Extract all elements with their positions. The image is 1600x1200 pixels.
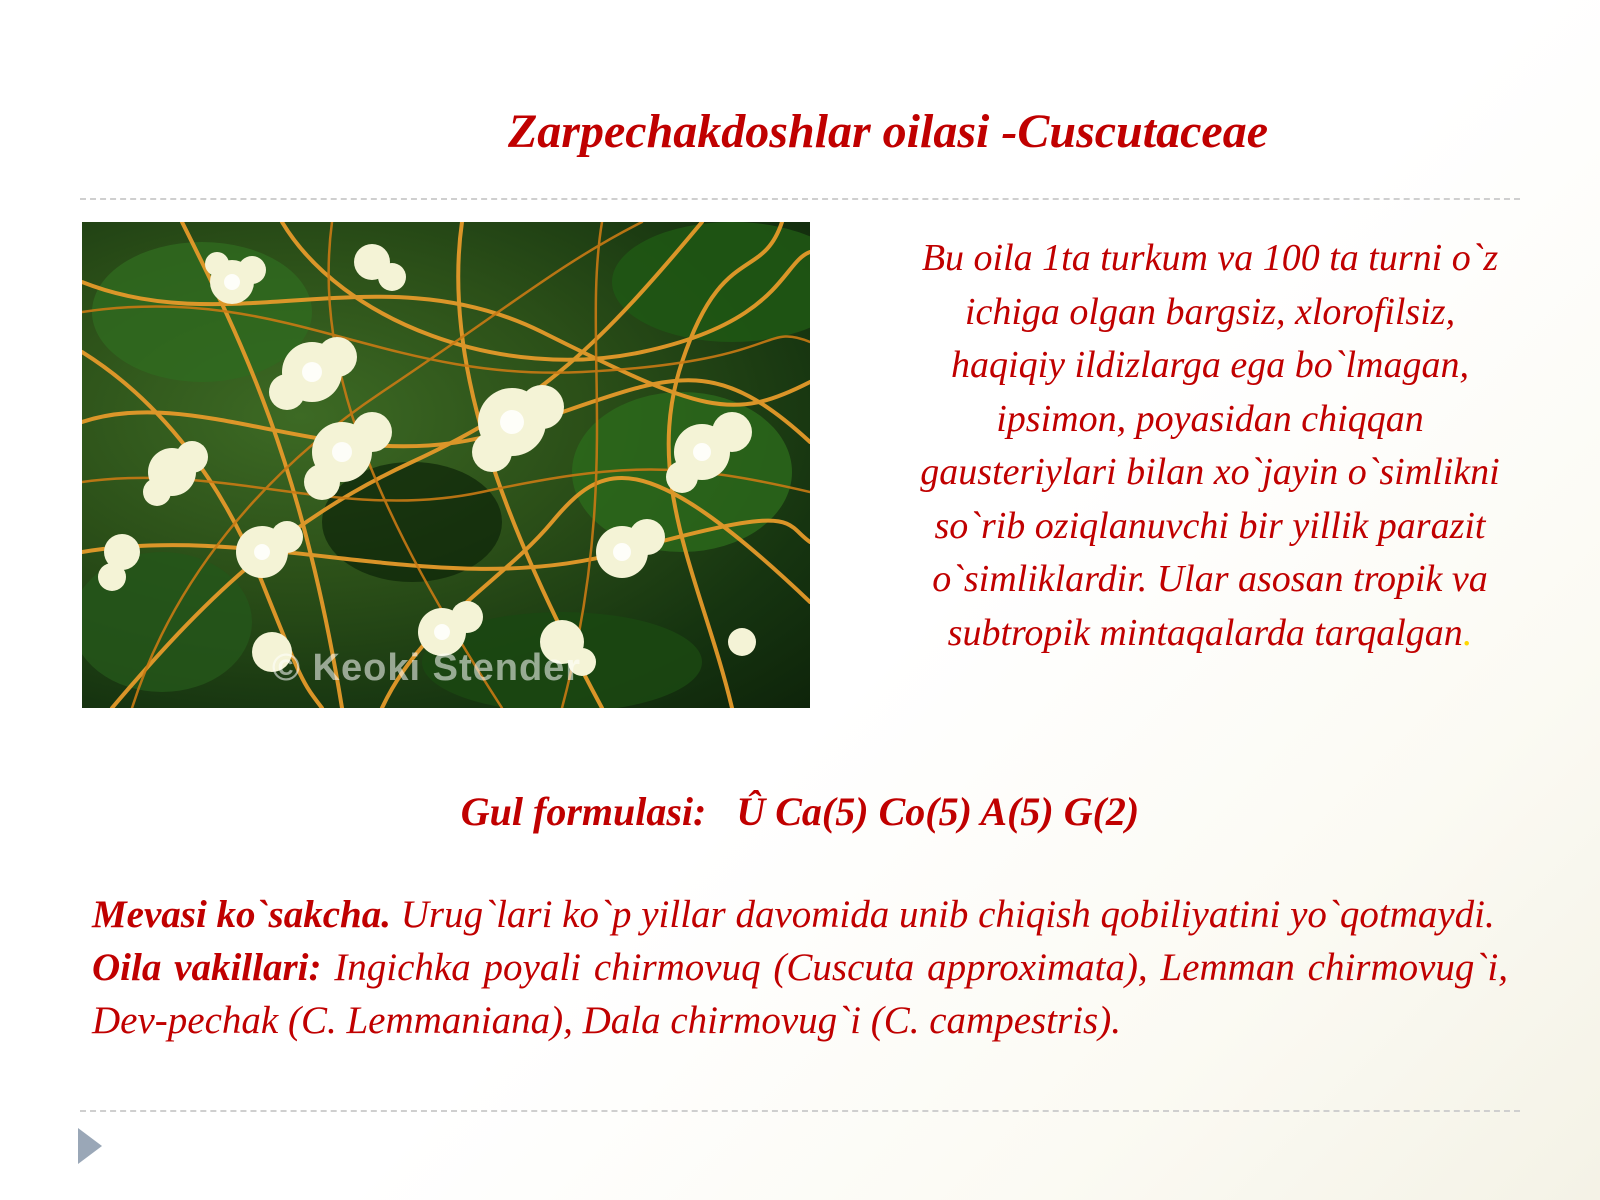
dodder-plant-photo: [82, 222, 810, 708]
members-text: Ingichka poyali chirmovuq (Cuscuta approximata), Lemman chirmovug`i, Dev-pechak (C. Lemmaniana), Dala chirmovug`i (C. campestris).: [92, 946, 1508, 1042]
description-line: Bu oila 1ta turkum va 100 ta turni o`z: [921, 237, 1499, 279]
fruit-text: Urug`lari ko`p yillar davomida unib chiqish qobiliyatini yo`qotmaydi.: [390, 893, 1495, 936]
description-line: subtropik mintaqalarda tarqalgan: [947, 611, 1463, 654]
slide-title: Zarpechakdoshlar oilasi -Cuscutaceae: [507, 105, 1268, 158]
top-divider: [80, 198, 1520, 200]
members-lead: Oila vakillari:: [92, 946, 322, 989]
fruit-and-members-text: [92, 888, 1508, 1047]
description-line: ichiga olgan bargsiz, xlorofilsiz,: [964, 290, 1456, 333]
formula-value: Û Ca(5) Co(5) A(5) G(2): [736, 789, 1140, 834]
family-description: [860, 232, 1560, 660]
description-line: gausteriylari bilan xo`jayin o`simlikni: [920, 451, 1500, 493]
formula-label: Gul formulasi:: [460, 789, 707, 834]
flower-formula: [0, 788, 1600, 835]
photo-illustration: [82, 222, 810, 708]
members-paragraph: [92, 941, 1508, 1047]
fruit-paragraph: [92, 888, 1508, 941]
photo-watermark: © Keoki Stender: [272, 647, 582, 689]
description-line: o`simliklardir. Ular asosan tropik va: [932, 558, 1488, 600]
description-line: ipsimon, poyasidan chiqqan: [996, 397, 1424, 440]
description-line: haqiqiy ildizlarga ega bo`lmagan,: [951, 344, 1469, 386]
description-line: so`rib oziqlanuvchi bir yillik parazit: [934, 504, 1486, 547]
fruit-lead: Mevasi ko`sakcha.: [92, 893, 391, 936]
bottom-divider: [80, 1110, 1520, 1112]
description-end-mark: .: [1462, 611, 1473, 654]
next-slide-arrow-icon[interactable]: [78, 1128, 102, 1164]
